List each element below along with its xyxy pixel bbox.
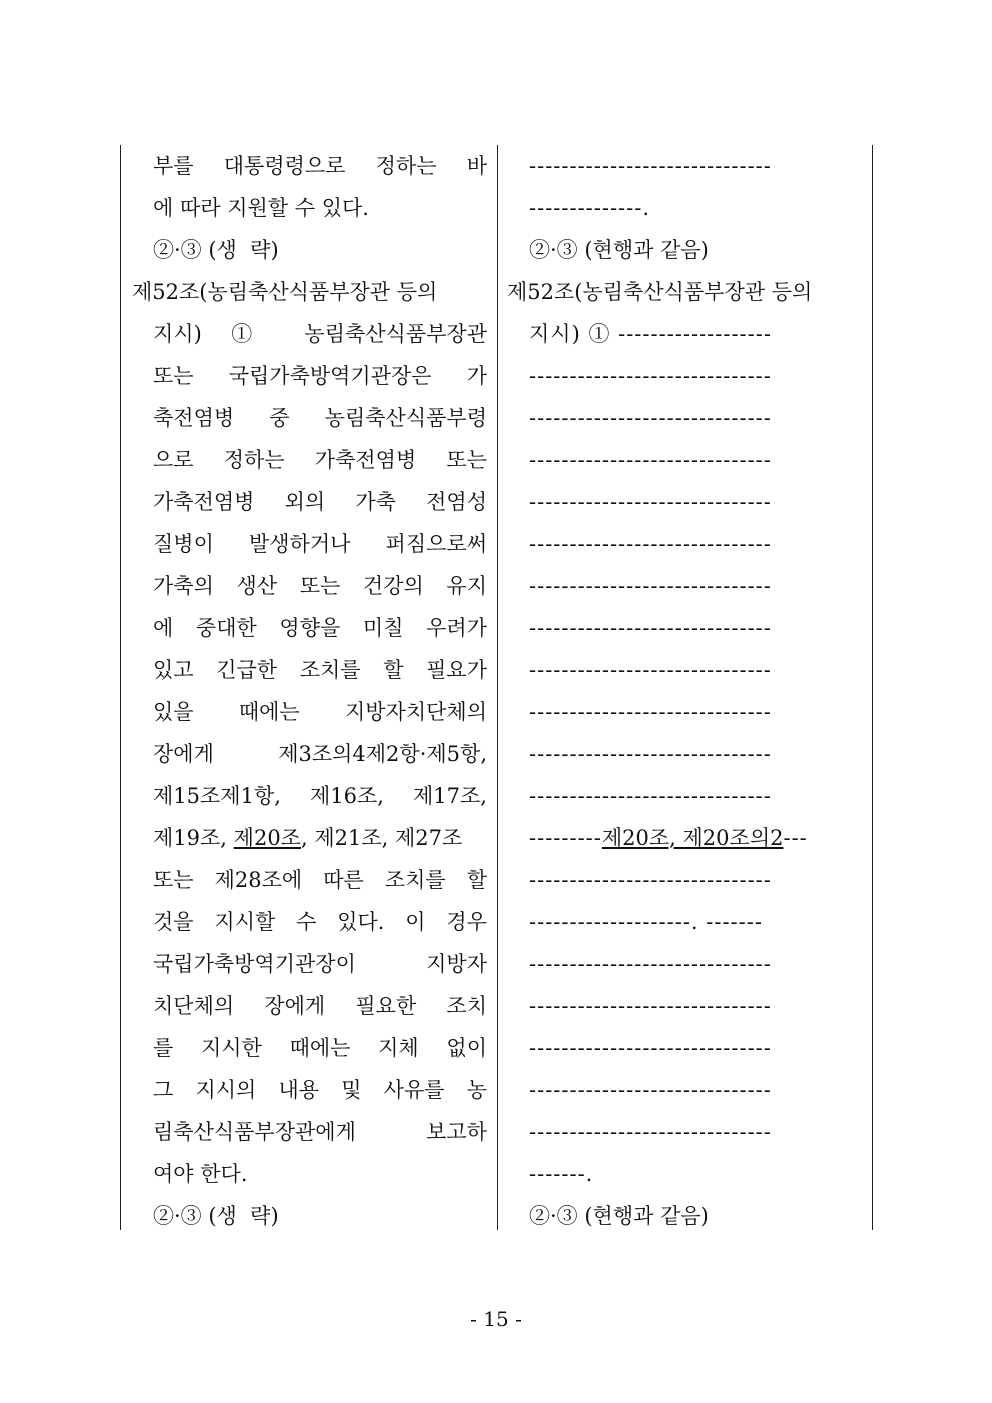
unchanged-dashes: ------------------------------ <box>529 532 772 556</box>
text-line: 지시) ① 농림축산식품부장관 <box>153 322 487 346</box>
unchanged-dashes: --- <box>783 826 808 850</box>
unchanged-dashes: ------------------------------ <box>529 1120 772 1144</box>
article-heading: 제52조(농림축산식품부장관 등의 <box>132 280 438 304</box>
text-line: 제15조제1항, 제16조, 제17조, <box>153 784 487 808</box>
unchanged-dashes: ------------------------------ <box>529 448 772 472</box>
text-segment: 제19조, <box>153 826 227 850</box>
unchanged-dashes: -------. <box>529 1162 594 1186</box>
text-line: 치단체의 장에게 필요한 조치 <box>153 994 487 1018</box>
unchanged-dashes: --------------. <box>529 196 651 220</box>
text-line: ②·③ (현행과 같음) <box>529 238 709 262</box>
text-line: 있고 긴급한 조치를 할 필요가 <box>153 658 487 682</box>
text-line: 있을 때에는 지방자치단체의 <box>153 700 487 724</box>
underlined-amended-text: 제20조 <box>233 826 301 850</box>
text-line: 를 지시한 때에는 지체 없이 <box>153 1036 487 1060</box>
text-line: 에 따라 지원할 수 있다. <box>153 196 369 220</box>
text-line: 림축산식품부장관에게 보고하 <box>153 1120 487 1144</box>
text-line: ②·③ (생 략) <box>153 1204 279 1228</box>
text-line: 그 지시의 내용 및 사유를 농 <box>153 1078 487 1102</box>
text-line: 또는 제28조에 따른 조치를 할 <box>153 868 487 892</box>
unchanged-dashes: ------------------------------ <box>529 1078 772 1102</box>
table-left-border <box>120 145 121 1230</box>
unchanged-dashes: ------------------------------ <box>529 700 772 724</box>
page-number: - 15 - <box>470 1307 522 1331</box>
unchanged-dashes: ------------------------------ <box>529 364 772 388</box>
article-heading: 제52조(농림축산식품부장관 등의 <box>507 280 813 304</box>
text-line: 여야 한다. <box>153 1162 248 1186</box>
text-line: 에 중대한 영향을 미칠 우려가 <box>153 616 487 640</box>
unchanged-dashes: ------------------------------ <box>529 616 772 640</box>
underlined-amended-text: 제20조, 제20조의2 <box>601 826 784 850</box>
table-column-divider <box>497 145 498 1230</box>
unchanged-dashes: ------------------------------ <box>529 406 772 430</box>
unchanged-dashes: --------- <box>529 826 602 850</box>
text-line: 것을 지시할 수 있다. 이 경우 <box>153 910 487 934</box>
text-line: ②·③ (생 략) <box>153 238 279 262</box>
text-line: 또는 국립가축방역기관장은 가 <box>153 364 487 388</box>
unchanged-dashes: ------------------------------ <box>529 490 772 514</box>
unchanged-dashes: ------------------------------ <box>529 574 772 598</box>
unchanged-dashes: ------------------------------ <box>529 994 772 1018</box>
table-right-border <box>872 145 873 1230</box>
text-line: 장에게 제3조의4제2항·제5항, <box>153 742 487 766</box>
text-line: 국립가축방역기관장이 지방자 <box>153 952 487 976</box>
text-line-with-underline <box>153 817 487 859</box>
unchanged-dashes: ------------------------------ <box>529 1036 772 1060</box>
text-line: 으로 정하는 가축전염병 또는 <box>153 448 487 472</box>
text-line: 질병이 발생하거나 퍼짐으로써 <box>153 532 487 556</box>
unchanged-dashes: ------------------------------ <box>529 868 772 892</box>
text-line-with-underline <box>529 817 859 859</box>
text-line: 가축전염병 외의 가축 전염성 <box>153 490 487 514</box>
text-line: 가축의 생산 또는 건강의 유지 <box>153 574 487 598</box>
unchanged-dashes: ------------------------------ <box>529 952 772 976</box>
unchanged-dashes: --------------------. ------- <box>529 910 763 934</box>
unchanged-dashes: ------------------------------ <box>529 742 772 766</box>
text-segment: , 제21조, 제27조 <box>300 826 463 850</box>
text-line: 부를 대통령령으로 정하는 바 <box>153 154 487 178</box>
unchanged-dashes: ------------------------------ <box>529 154 772 178</box>
text-line: 지시) ① ------------------- <box>529 322 772 346</box>
unchanged-dashes: ------------------------------ <box>529 784 772 808</box>
text-line: 축전염병 중 농림축산식품부령 <box>153 406 487 430</box>
unchanged-dashes: ------------------------------ <box>529 658 772 682</box>
text-line: ②·③ (현행과 같음) <box>529 1204 709 1228</box>
